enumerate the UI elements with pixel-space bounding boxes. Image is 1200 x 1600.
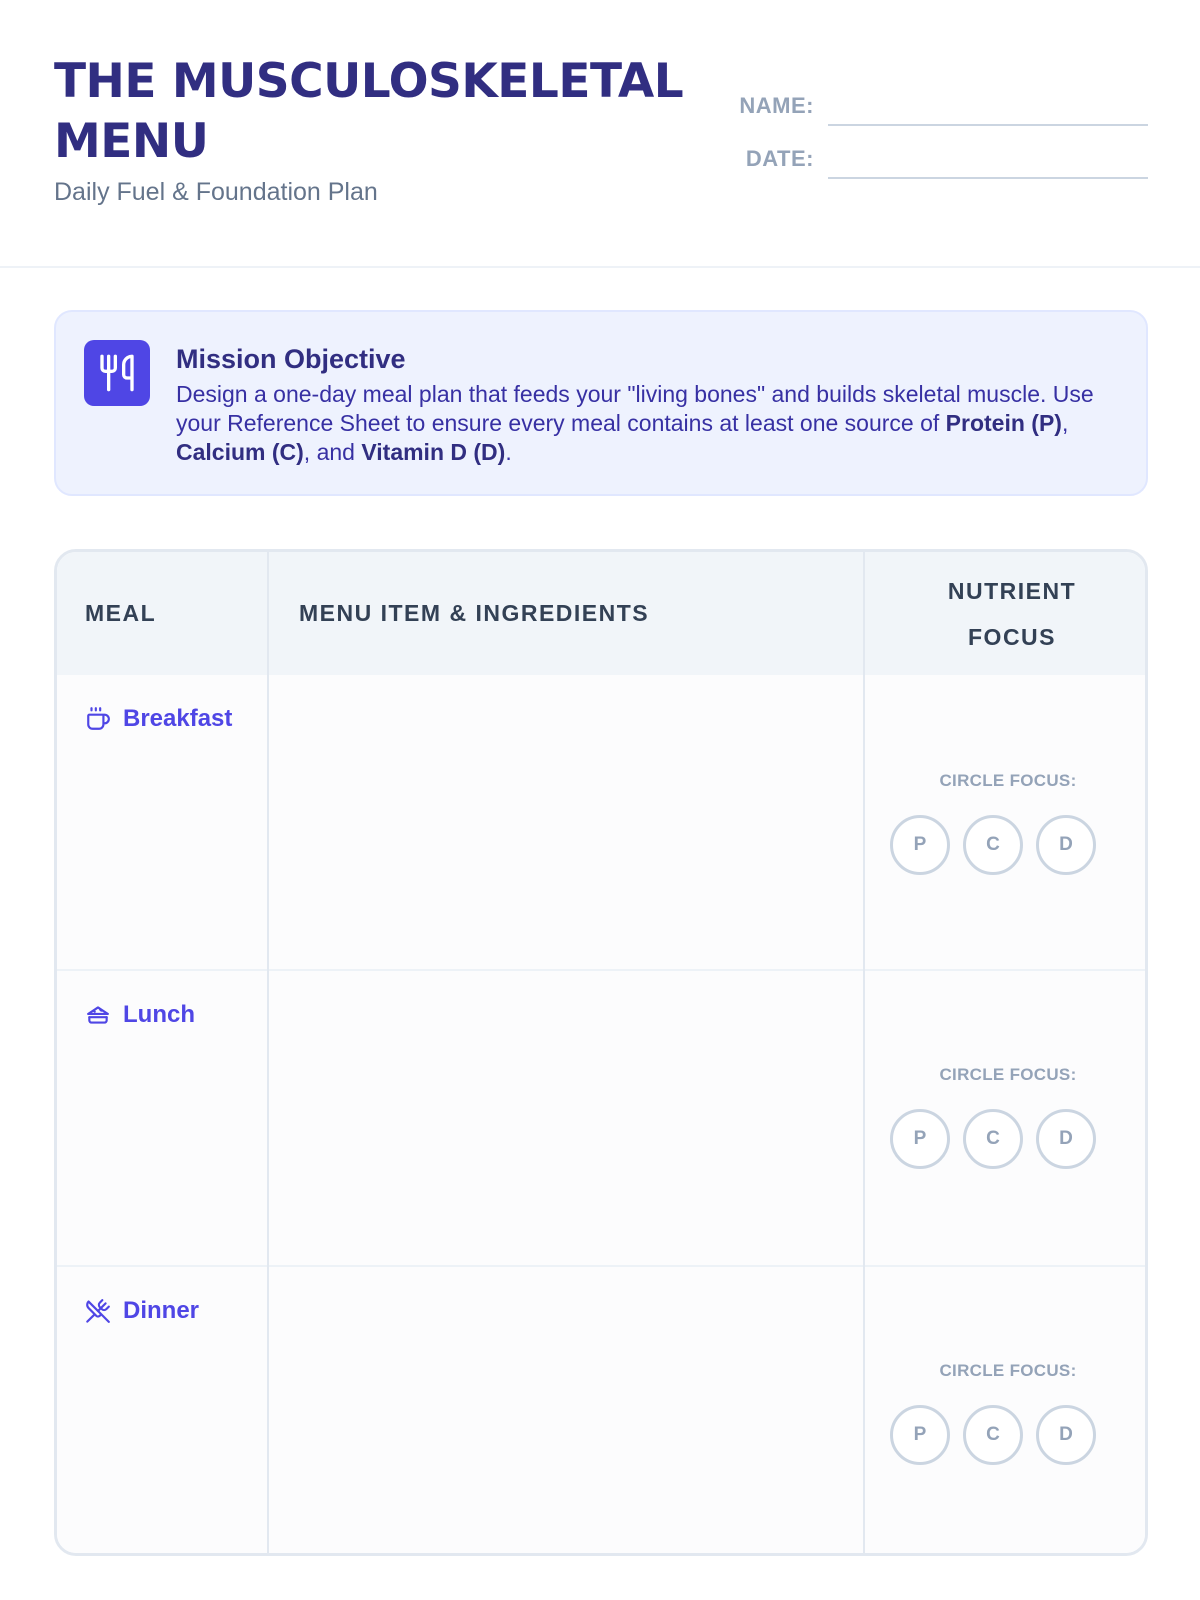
utensils-crossed-icon <box>85 1298 111 1324</box>
focus-column-header: NUTRIENT FOCUS <box>947 577 1077 650</box>
table-row <box>57 1267 1145 1553</box>
page-title: THE MUSCULOSKELETAL MENU <box>54 54 684 169</box>
column-divider <box>863 552 865 1553</box>
meal-name: Breakfast <box>123 705 233 732</box>
table-row <box>57 971 1145 1265</box>
meal-name: Dinner <box>123 1297 200 1324</box>
vitamin-d-option[interactable]: D <box>1036 1109 1096 1169</box>
table-row <box>57 675 1145 969</box>
coffee-cup-icon <box>85 706 111 732</box>
sandwich-icon <box>85 1002 111 1028</box>
table-header <box>57 552 1145 675</box>
meal-lunch <box>85 1001 195 1029</box>
mission-text: Design a one-day meal plan that feeds your "living bones" and builds skeletal muscle. Use your Reference Sheet to ensure every meal contains at least one source of Protein (P), Calcium (C), and Vitamin D (D). <box>176 381 1094 465</box>
protein-option[interactable]: P <box>890 1405 950 1465</box>
menu-item-cell[interactable] <box>269 971 863 1265</box>
calcium-option[interactable]: C <box>963 1109 1023 1169</box>
protein-term: Protein (P) <box>945 410 1062 436</box>
meal-column-header: MEAL <box>85 600 157 626</box>
circle-focus-label: CIRCLE FOCUS: <box>939 771 1077 790</box>
circle-focus-label: CIRCLE FOCUS: <box>939 1065 1077 1084</box>
date-field[interactable] <box>828 177 1148 179</box>
mission-objective-card <box>54 310 1148 496</box>
meal-breakfast <box>85 705 232 733</box>
vitamin-d-option[interactable]: D <box>1036 815 1096 875</box>
utensils-icon <box>84 340 150 406</box>
page-subtitle: Daily Fuel & Foundation Plan <box>54 178 378 206</box>
calcium-option[interactable]: C <box>963 1405 1023 1465</box>
menu-item-cell[interactable] <box>269 1267 863 1553</box>
meal-name: Lunch <box>123 1001 195 1028</box>
meal-plan-table <box>54 549 1148 1556</box>
protein-option[interactable]: P <box>890 1109 950 1169</box>
meal-dinner <box>85 1297 199 1325</box>
name-label: NAME: <box>739 93 814 118</box>
calcium-term: Calcium (C) <box>176 439 304 465</box>
name-field[interactable] <box>828 124 1148 126</box>
mission-title: Mission Objective <box>176 344 406 374</box>
menu-column-header: MENU ITEM & INGREDIENTS <box>299 600 650 626</box>
vitamin-d-term: Vitamin D (D) <box>361 439 506 465</box>
date-label: DATE: <box>745 146 814 171</box>
vitamin-d-option[interactable]: D <box>1036 1405 1096 1465</box>
menu-item-cell[interactable] <box>269 675 863 969</box>
protein-option[interactable]: P <box>890 815 950 875</box>
page-header <box>0 0 1200 268</box>
calcium-option[interactable]: C <box>963 815 1023 875</box>
column-divider <box>267 552 269 1553</box>
circle-focus-label: CIRCLE FOCUS: <box>939 1361 1077 1380</box>
